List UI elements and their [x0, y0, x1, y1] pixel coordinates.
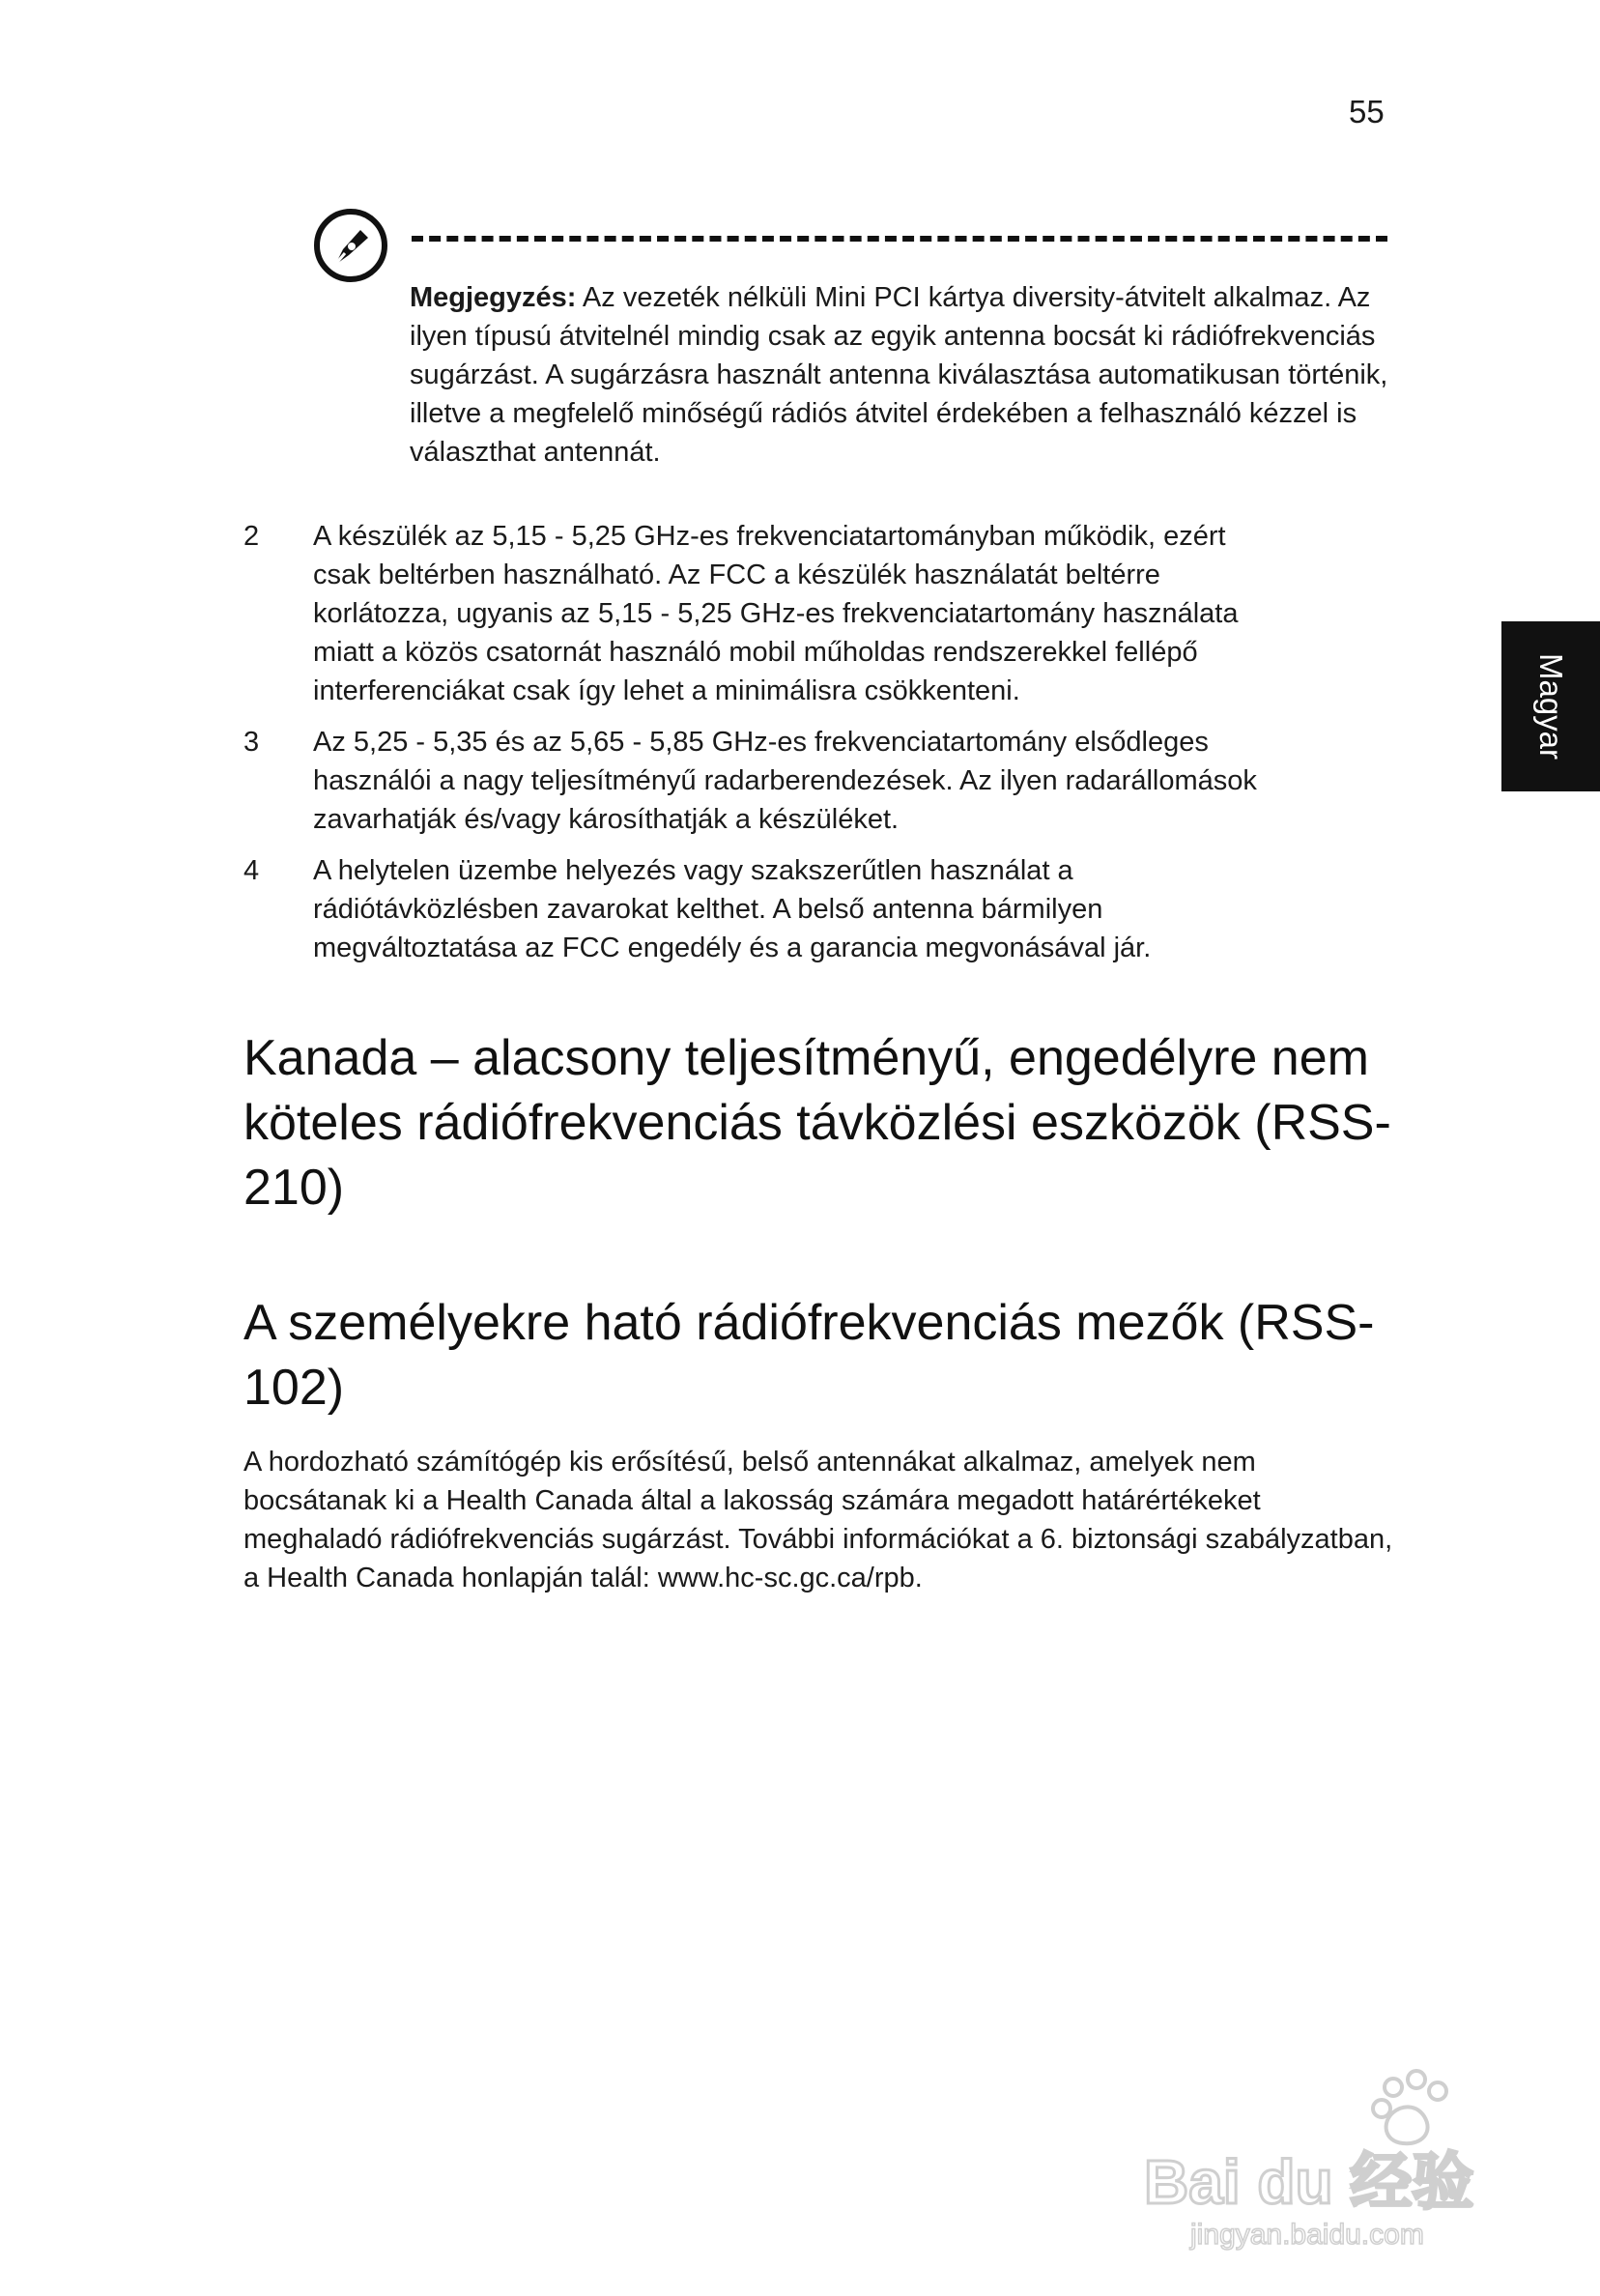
list-item	[243, 517, 1403, 710]
list-item-number: 2	[243, 521, 260, 552]
numbered-list	[243, 517, 1403, 980]
note-dashed-rule	[412, 236, 1387, 242]
section-body-rf-fields: A hordozható számítógép kis erősítésű, belső antennákat alkalmaz, amelyek nem bocsátanak ki a Health Canada által a lakosság számára megadott határértékeket meghaladó rádiófrekvenciás sugárzást. További információkat a 6. biztonsági szabályzatban, a Health Canada honlapján talál: www.hc-sc.gc.ca/rpb.	[243, 1447, 1393, 1593]
note-label: Megjegyzés:	[410, 282, 577, 313]
list-item-text: Az 5,25 - 5,35 és az 5,65 - 5,85 GHz-es frekvenciatartomány elsődleges használói a nagy teljesítményű radarberendezések. Az ilyen radarállomások zavarhatják és/vagy károsíthatják a készüléket.	[313, 727, 1257, 835]
list-item-number: 4	[243, 855, 260, 886]
baidu-watermark-logo	[1140, 2058, 1507, 2252]
side-tab-label: Magyar	[1533, 652, 1570, 761]
section-heading-canada: Kanada – alacsony teljesítményű, engedélyre nem köteles rádiófrekvenciás távközlési eszközök (RSS-210)	[243, 1030, 1391, 1216]
watermark-url: jingyan.baidu.com	[1190, 2219, 1424, 2251]
list-item	[243, 851, 1403, 967]
page-number: 55	[1349, 94, 1385, 129]
list-item-text: A helytelen üzembe helyezés vagy szakszerűtlen használat a rádiótávközlésben zavarokat kelthet. A belső antenna bármilyen megváltoztatása az FCC engedély és a garancia megvonásával jár.	[313, 855, 1152, 963]
list-item-number: 3	[243, 727, 260, 758]
section-heading-rf-fields: A személyekre ható rádiófrekvenciás mezők (RSS-102)	[243, 1295, 1375, 1416]
note-body: Az vezeték nélküli Mini PCI kártya diversity-átvitelt alkalmaz. Az ilyen típusú átvitelnél mindig csak az egyik antenna bocsát ki rádiófrekvenciás sugárzást. A sugárzásra használt antenna kiválasztása automatikusan történik, illetve a megfelelő minőségű rádiós átvitel érdekében a felhasználó kézzel is választhat antennát.	[410, 282, 1388, 468]
watermark-brand: Bai du 经验	[1144, 2147, 1474, 2217]
list-item	[243, 723, 1403, 839]
language-side-tab	[1501, 621, 1600, 791]
note-paragraph	[410, 278, 1395, 472]
list-item-text: A készülék az 5,15 - 5,25 GHz-es frekvenciatartományban működik, ezért csak beltérben használható. Az FCC a készülék használatát beltérre korlátozza, ugyanis az 5,15 - 5,25 GHz-es frekvenciatartomány használata miatt a közös csatornát használó mobil műholdas rendszerekkel fellépő interferenciákat csak így lehet a minimálisra csökkenteni.	[313, 521, 1239, 706]
note-pen-icon	[312, 207, 389, 284]
